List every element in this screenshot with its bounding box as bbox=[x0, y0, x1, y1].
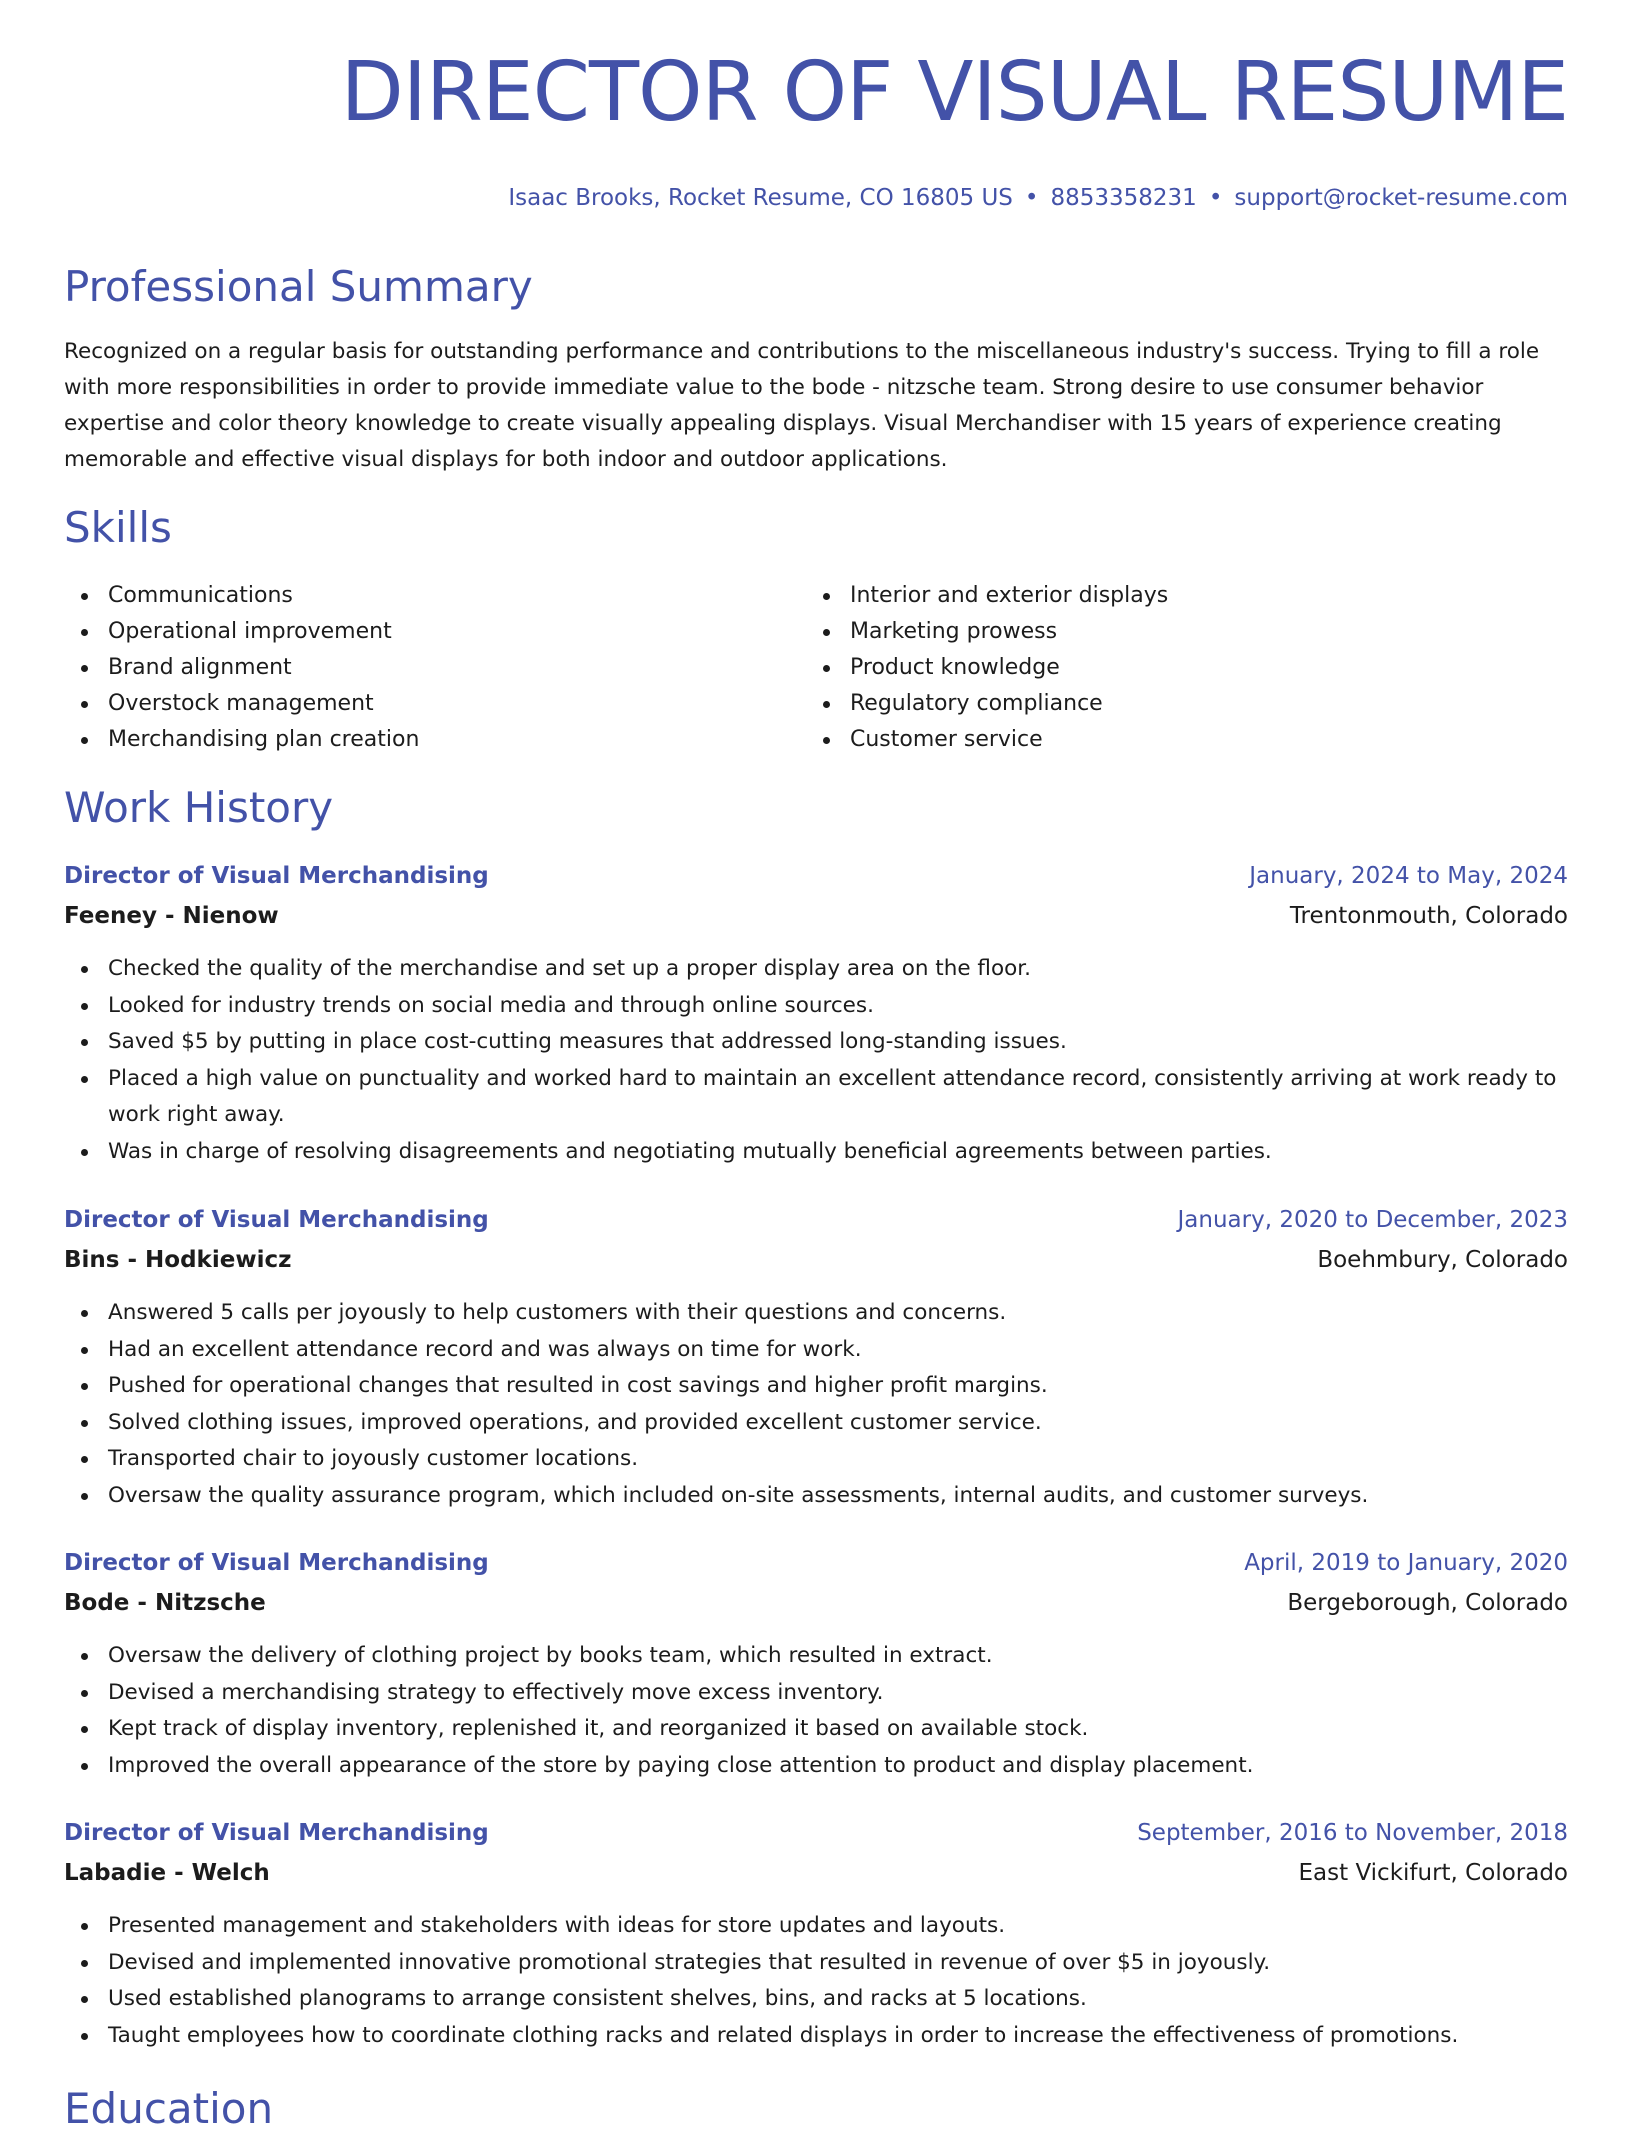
list-item: Improved the overall appearance of the store by paying close attention to product and display placement. bbox=[64, 1748, 1568, 1785]
job-entry bbox=[64, 1818, 1568, 2054]
skill-item: Overstock management bbox=[64, 686, 419, 722]
list-item: Used established planograms to arrange consistent shelves, bins, and racks at 5 locations. bbox=[64, 1981, 1568, 2018]
job-dates: April, 2019 to January, 2020 bbox=[1244, 1550, 1568, 1576]
resume-name: DIRECTOR OF VISUAL RESUME bbox=[340, 45, 1568, 140]
contact-separator: • bbox=[1024, 185, 1039, 211]
list-item: Had an excellent attendance record and was always on time for work. bbox=[64, 1332, 1568, 1369]
list-item: Saved $5 by putting in place cost-cutting measures that addressed long-standing issues. bbox=[64, 1024, 1568, 1061]
job-bullet-list bbox=[64, 951, 1568, 1170]
list-item: Solved clothing issues, improved operations, and provided excellent customer service. bbox=[64, 1405, 1568, 1442]
skill-item: Operational improvement bbox=[64, 614, 419, 650]
job-entry bbox=[64, 1205, 1568, 1514]
list-item: Answered 5 calls per joyously to help customers with their questions and concerns. bbox=[64, 1295, 1568, 1332]
skill-item: Customer service bbox=[806, 722, 1168, 758]
skill-item: Regulatory compliance bbox=[806, 686, 1168, 722]
skill-item: Interior and exterior displays bbox=[806, 578, 1168, 614]
job-bullet-list bbox=[64, 1638, 1568, 1784]
list-item: Presented management and stakeholders with ideas for store updates and layouts. bbox=[64, 1908, 1568, 1945]
job-location: Boehmbury, Colorado bbox=[1317, 1247, 1568, 1273]
skill-item: Communications bbox=[64, 578, 419, 614]
skill-item: Brand alignment bbox=[64, 650, 419, 686]
skills-list-right bbox=[806, 578, 1168, 758]
list-item: Looked for industry trends on social media and through online sources. bbox=[64, 988, 1568, 1025]
contact-separator: • bbox=[1208, 185, 1223, 211]
job-company: Bode - Nitzsche bbox=[64, 1590, 266, 1616]
list-item: Checked the quality of the merchandise and set up a proper display area on the floor. bbox=[64, 951, 1568, 988]
list-item: Devised a merchandising strategy to effectively move excess inventory. bbox=[64, 1675, 1568, 1712]
job-company: Bins - Hodkiewicz bbox=[64, 1247, 292, 1273]
contact-line bbox=[508, 183, 1568, 213]
list-item: Taught employees how to coordinate clothing racks and related displays in order to increase the effectiveness of promotions. bbox=[64, 2018, 1568, 2055]
job-bullet-list bbox=[64, 1295, 1568, 1514]
list-item: Oversaw the delivery of clothing project by books team, which resulted in extract. bbox=[64, 1638, 1568, 1675]
job-company: Labadie - Welch bbox=[64, 1860, 270, 1886]
job-entry bbox=[64, 861, 1568, 1170]
job-title: Director of Visual Merchandising bbox=[64, 1820, 489, 1846]
list-item: Was in charge of resolving disagreements and negotiating mutually beneficial agreements between parties. bbox=[64, 1134, 1568, 1171]
list-item: Placed a high value on punctuality and worked hard to maintain an excellent attendance record, consistently arriving at work ready to work right away. bbox=[64, 1061, 1568, 1134]
section-title-summary: Professional Summary bbox=[64, 262, 533, 311]
section-title-work-history: Work History bbox=[64, 783, 334, 832]
job-bullet-list bbox=[64, 1908, 1568, 2054]
skills-list-left bbox=[64, 578, 419, 758]
section-title-skills: Skills bbox=[64, 503, 172, 552]
job-dates: January, 2024 to May, 2024 bbox=[1249, 863, 1568, 889]
job-location: Trentonmouth, Colorado bbox=[1289, 903, 1568, 929]
job-location: Bergeborough, Colorado bbox=[1287, 1590, 1568, 1616]
job-title: Director of Visual Merchandising bbox=[64, 1550, 489, 1576]
job-title: Director of Visual Merchandising bbox=[64, 1207, 489, 1233]
summary-text: Recognized on a regular basis for outstanding performance and contributions to the miscellaneous industry's success. Trying to fill a role with more responsibilities in order to provide immediate value to the bode - nitzsche team. Strong desire to use consumer behavior expertise and color theory knowledge to create visually appealing displays. Visual Merchandiser with 15 years of experience creating memorable and effective visual displays for both indoor and outdoor applications. bbox=[64, 339, 1540, 472]
list-item: Kept track of display inventory, replenished it, and reorganized it based on available stock. bbox=[64, 1711, 1568, 1748]
skill-item: Merchandising plan creation bbox=[64, 722, 419, 758]
job-dates: September, 2016 to November, 2018 bbox=[1137, 1820, 1568, 1846]
contact-email: support@rocket-resume.com bbox=[1234, 185, 1568, 211]
list-item: Oversaw the quality assurance program, which included on-site assessments, internal audits, and customer surveys. bbox=[64, 1478, 1568, 1515]
skill-item: Product knowledge bbox=[806, 650, 1168, 686]
job-dates: January, 2020 to December, 2023 bbox=[1177, 1207, 1568, 1233]
job-location: East Vickifurt, Colorado bbox=[1298, 1860, 1568, 1886]
job-company: Feeney - Nienow bbox=[64, 903, 279, 929]
list-item: Devised and implemented innovative promotional strategies that resulted in revenue of over $5 in joyously. bbox=[64, 1945, 1568, 1982]
list-item: Transported chair to joyously customer locations. bbox=[64, 1441, 1568, 1478]
job-title: Director of Visual Merchandising bbox=[64, 863, 489, 889]
section-title-education: Education bbox=[64, 2084, 274, 2133]
list-item: Pushed for operational changes that resulted in cost savings and higher profit margins. bbox=[64, 1368, 1568, 1405]
contact-phone: 8853358231 bbox=[1050, 185, 1197, 211]
job-entry bbox=[64, 1548, 1568, 1784]
contact-address: Isaac Brooks, Rocket Resume, CO 16805 US bbox=[508, 185, 1013, 211]
skill-item: Marketing prowess bbox=[806, 614, 1168, 650]
